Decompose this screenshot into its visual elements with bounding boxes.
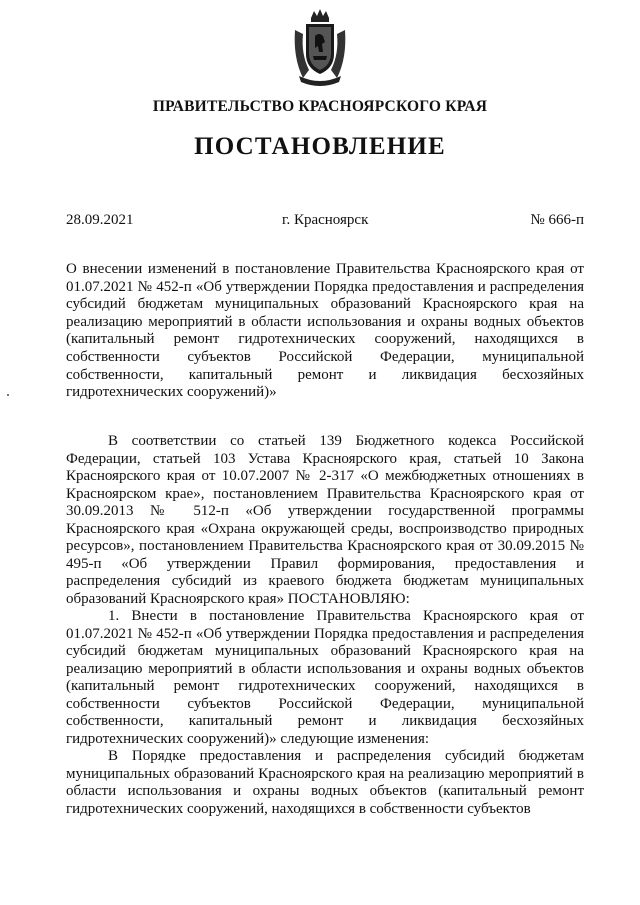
- preamble-paragraph: В соответствии со статьей 139 Бюджетного кодекса Российской Федерации, статьей 103 Устава Красноярского края, статьей 10 Закона Красноярского края от 10.07.2007 № 2-317 «О межбюджетных отношениях в Красноярском крае», постановлением Правительства Красноярского края от 30.09.2013 № 512-п «Об утверждении государственной программы Красноярского края «Охрана окружающей среды, воспроизводство природных ресурсов», постановлением Правительства Красноярского края от 30.09.2015 № 495-п «Об утверждении Правил формирования, предоставления и распределения субсидий из краевого бюджета бюджетам муниципальных образований Красноярского края» ПОСТАНОВЛЯЮ:: [66, 433, 584, 607]
- coat-of-arms-icon: [289, 8, 351, 86]
- document-date: 28.09.2021: [66, 212, 134, 228]
- subclause-paragraph: В Порядке предоставления и распределения субсидий бюджетам муниципальных образований Красноярского края на реализацию мероприятий в области использования и охраны водных объектов (капитальный ремонт гидротехнических сооружений, находящихся в собственности субъектов: [66, 748, 584, 817]
- document-title: О внесении изменений в постановление Правительства Красноярского края от 01.07.2021 № 452-п «Об утверждении Порядка предоставления и распределения субсидий бюджетам муниципальных образований Красноярского края на реализацию мероприятий в области использования и охраны водных объектов (капитальный ремонт гидротехнических сооружений, находящихся в собственности субъектов Российской Федерации, муниципальной собственности, капитальный ремонт и ликвидация бесхозяйных гидротехнических сооружений)»: [66, 261, 584, 401]
- government-name: ПРАВИТЕЛЬСТВО КРАСНОЯРСКОГО КРАЯ: [152, 98, 488, 115]
- document-type: ПОСТАНОВЛЕНИЕ: [194, 133, 446, 160]
- clause-paragraph: 1. Внести в постановление Правительства Красноярского края от 01.07.2021 № 452-п «Об утверждении Порядка предоставления и распределения субсидий бюджетам муниципальных образований Красноярского края на реализацию мероприятий в области использования и охраны водных объектов (капитальный ремонт гидротехнических сооружений, находящихся в собственности субъектов Российской Федерации, муниципальной собственности, капитальный ремонт и ликвидация бесхозяйных гидротехнических сооружений)» следующие изменения:: [66, 608, 584, 747]
- document-body: [66, 433, 584, 818]
- document-city: г. Красноярск: [282, 212, 369, 228]
- margin-mark: [7, 394, 9, 396]
- document-number: № 666-п: [530, 212, 584, 228]
